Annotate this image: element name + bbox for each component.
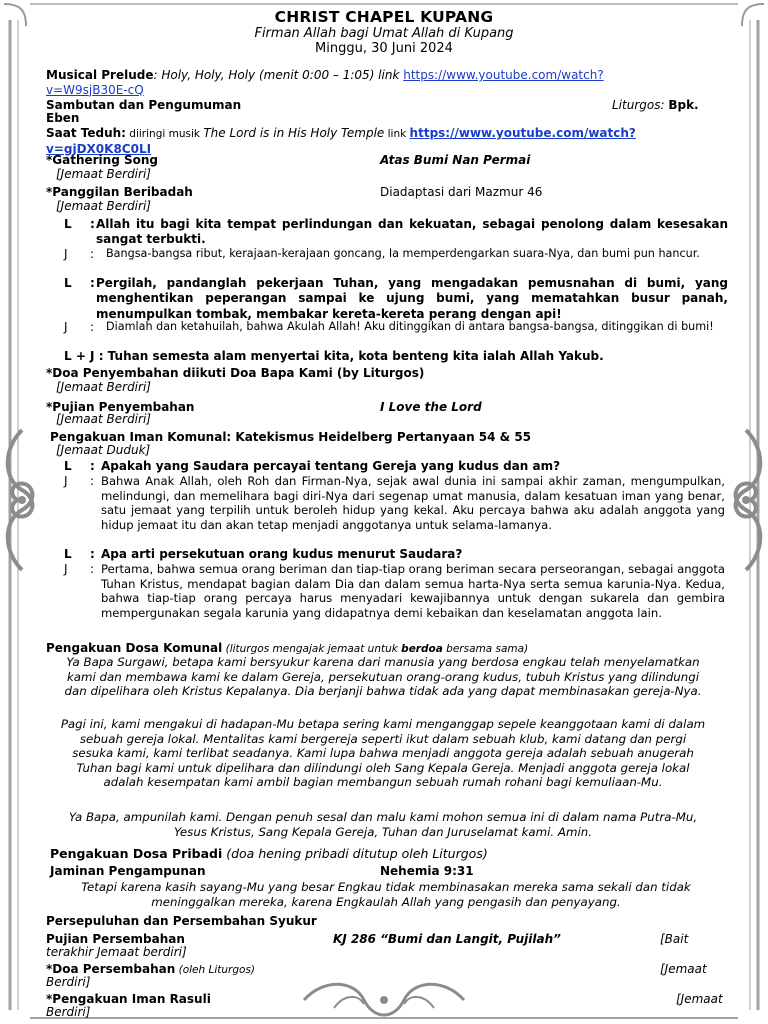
panggilan-posture: [Jemaat Berdiri] xyxy=(56,199,151,213)
liturgos-info: Liturgos: Bpk. xyxy=(612,98,699,112)
pujian-penyembahan-posture: [Jemaat Berdiri] xyxy=(56,412,151,426)
pujian-persembahan-note: [Bait xyxy=(660,932,689,946)
responsive-who: J xyxy=(64,562,68,576)
responsive-sep: : xyxy=(90,320,95,334)
prelude-link-cont[interactable]: v=W9sjB30E-cQ xyxy=(46,82,144,97)
saat-teduh-line: Saat Teduh: diiringi musik The Lord is in His Holy Temple link https://www.youtube.com/watch? v=gjDX0K8C0LI xyxy=(46,126,636,156)
gathering-posture: [Jemaat Berdiri] xyxy=(56,167,151,181)
responsive-who: L xyxy=(64,547,72,561)
responsive-line-leader: Pergilah, pandanglah pekerjaan Tuhan, yang mengadakan pemusnahan di bumi, yang menghentikan peperangan sampai ke ujung bumi, yang mematahkan busur panah, menumpulkan tombak, membakar kereta-kereta perang dengan api! xyxy=(96,276,728,321)
responsive-sep: : xyxy=(90,562,95,576)
catechism-question: Apakah yang Saudara percayai tentang Gereja yang kudus dan am? xyxy=(101,459,561,473)
liturgos-name-cont: Eben xyxy=(46,111,80,125)
pujian-persembahan-song: KJ 286 “Bumi dan Langit, Pujilah” xyxy=(333,932,561,946)
responsive-line-congregation: Diamlah dan ketahuilah, bahwa Akulah Allah! Aku ditinggikan di antara bangsa-bangsa, ditinggikan di bumi! xyxy=(106,320,714,333)
responsive-sep: : xyxy=(90,217,95,231)
service-date: Minggu, 30 Juni 2024 xyxy=(315,41,453,56)
pujian-penyembahan-label: *Pujian Penyembahan xyxy=(46,400,195,414)
jaminan-text: Tetapi karena kasih sayang-Mu yang besar Engkau tidak membinasakan mereka sama sekali dan tidak meninggalkan mereka, karena Engkaulah Allah yang pengasih dan penyayang. xyxy=(81,880,691,909)
responsive-sep: : xyxy=(90,276,95,290)
doa-persembahan-posture-cont: Berdiri] xyxy=(46,975,91,989)
responsive-who: J xyxy=(64,474,68,488)
responsive-line-congregation: Bangsa-bangsa ribut, kerajaan-kerajaan goncang, Ia memperdengarkan suara-Nya, dan bumi pun hancur. xyxy=(106,247,700,260)
gathering-label: *Gathering Song xyxy=(46,153,159,167)
doa-penyembahan-posture: [Jemaat Berdiri] xyxy=(56,380,151,394)
catechism-answer: Bahwa Anak Allah, oleh Roh dan Firman-Nya, sejak awal dunia ini sampai akhir zaman, mengumpulkan, melindungi, dan memelihara bagi diri-Nya dari segenap umat manusia, dalam kesatuan iman yang benar, satu jemaat yang terpilih untuk beroleh hidup yang kekal. Aku percaya bahwa aku adalah anggota yang hidup jemaat itu dan akan tetap menjadi anggotanya untuk selama-lamanya. xyxy=(101,474,725,532)
panggilan-source: Diadaptasi dari Mazmur 46 xyxy=(380,185,543,199)
iman-rasuli-label: *Pengakuan Iman Rasuli xyxy=(46,992,211,1006)
confession-paragraph: Ya Bapa, ampunilah kami. Dengan penuh sesal dan malu kami mohon semua ini di dalam nama Putra-Mu, Yesus Kristus, Sang Kepala Gereja, Tuhan dan Juruselamat kami. Amin. xyxy=(68,810,698,839)
jaminan-ref: Nehemia 9:31 xyxy=(380,864,474,878)
responsive-who: J xyxy=(64,320,68,334)
responsive-line-leader: Allah itu bagi kita tempat perlindungan dan kekuatan, sebagai penolong dalam kesesakan sangat terbukti. xyxy=(96,217,728,246)
confession-paragraph: Pagi ini, kami mengakui di hadapan-Mu betapa sering kami menganggap sepele keanggotaan kami di dalam sebuah gereja lokal. Mentalitas kami bergereja seperti ikut dalam sebuah klub, kami datang dan pergi sesuka kami, kami terlibat seadanya. Kami lupa bahwa menjadi anggota gereja adalah sebuah anugerah Tuhan bagi kami untuk dipelihara dan dilindungi oleh Sang Kepala Gereja. Menjadi anggota gereja lokal adalah kesempatan kami ambil bagian membangun sebuah rumah rohani bagi kemuliaan-Mu. xyxy=(60,717,706,790)
responsive-sep: : xyxy=(90,474,95,488)
saat-teduh-link[interactable]: https://www.youtube.com/watch? xyxy=(409,126,636,140)
jaminan-label: Jaminan Pengampunan xyxy=(50,864,206,878)
responsive-who: L xyxy=(64,276,72,290)
responsive-together: L + J : Tuhan semesta alam menyertai kita, kota benteng kita ialah Allah Yakub. xyxy=(64,349,604,363)
catechism-answer: Pertama, bahwa semua orang beriman dan tiap-tiap orang beriman secara perseorangan, sebagai anggota Tuhan Kristus, mendapat bagian dalam Dia dan dalam semua harta-Nya serta semua karunia-Nya. Kedua, bahwa tiap-tiap orang percaya harus menyadari kewajibannya untuk dengan sukarela dan gembira mempergunakan segala karunia yang didapatnya demi kebaikan dan keselamatan anggota lain. xyxy=(101,562,726,620)
responsive-sep: : xyxy=(90,247,95,261)
gathering-song: Atas Bumi Nan Permai xyxy=(380,153,531,167)
pujian-persembahan-label: Pujian Persembahan xyxy=(46,932,185,946)
responsive-sep: : xyxy=(90,547,95,561)
panggilan-label: *Panggilan Beribadah xyxy=(46,185,193,199)
doa-persembahan-line: *Doa Persembahan (oleh Liturgos) xyxy=(46,962,256,976)
responsive-who: J xyxy=(64,247,68,261)
catechism-question: Apa arti persekutuan orang kudus menurut Saudara? xyxy=(101,547,463,561)
iman-rasuli-posture: [Jemaat xyxy=(676,992,723,1006)
page-subtitle: Firman Allah bagi Umat Allah di Kupang xyxy=(254,26,514,41)
sambutan-label: Sambutan dan Pengumuman xyxy=(46,98,242,112)
prelude-label: Musical Prelude xyxy=(46,68,154,82)
saat-teduh-link-cont[interactable]: v=gjDX0K8C0LI xyxy=(46,141,152,156)
pujian-penyembahan-song: I Love the Lord xyxy=(380,400,482,414)
prelude-link[interactable]: https://www.youtube.com/watch? xyxy=(403,68,604,82)
church-title: CHRIST CHAPEL KUPANG xyxy=(274,8,494,26)
perpuluhan-label: Persepuluhan dan Persembahan Syukur xyxy=(46,914,317,928)
doa-persembahan-posture: [Jemaat xyxy=(660,962,707,976)
iman-komunal-label: Pengakuan Iman Komunal: Katekismus Heidelberg Pertanyaan 54 & 55 xyxy=(50,430,532,444)
responsive-who: L xyxy=(64,459,72,473)
doa-penyembahan-label: *Doa Penyembahan diikuti Doa Bapa Kami (by Liturgos) xyxy=(46,366,425,380)
iman-rasuli-posture-cont: Berdiri] xyxy=(46,1005,91,1019)
dosa-pribadi-line: Pengakuan Dosa Pribadi (doa hening pribadi ditutup oleh Liturgos) xyxy=(50,846,488,861)
responsive-who: L xyxy=(64,217,72,231)
prelude-line xyxy=(46,68,736,97)
dosa-komunal-heading: Pengakuan Dosa Komunal (liturgos mengajak jemaat untuk berdoa bersama sama) xyxy=(46,641,529,655)
prelude-text: : Holy, Holy, Holy (menit 0:00 – 1:05) link xyxy=(153,68,404,82)
saat-teduh-song: The Lord is in His Holy Temple xyxy=(203,126,385,140)
responsive-sep: : xyxy=(90,459,95,473)
confession-paragraph: Ya Bapa Surgawi, betapa kami bersyukur karena dari manusia yang berdosa engkau telah menyelamatkan kami dan membawa kami ke dalam Gereja, persekutuan orang-orang kudus, tubuh Kristus yang dilindungi dan dipelihara oleh Kristus Kepalanya. Dia berjanji bahwa tidak ada yang dapat membinasakan gereja-Nya. xyxy=(64,655,702,699)
pujian-persembahan-note-cont: terakhir Jemaat berdiri] xyxy=(46,945,187,959)
iman-komunal-posture: [Jemaat Duduk] xyxy=(56,443,151,457)
